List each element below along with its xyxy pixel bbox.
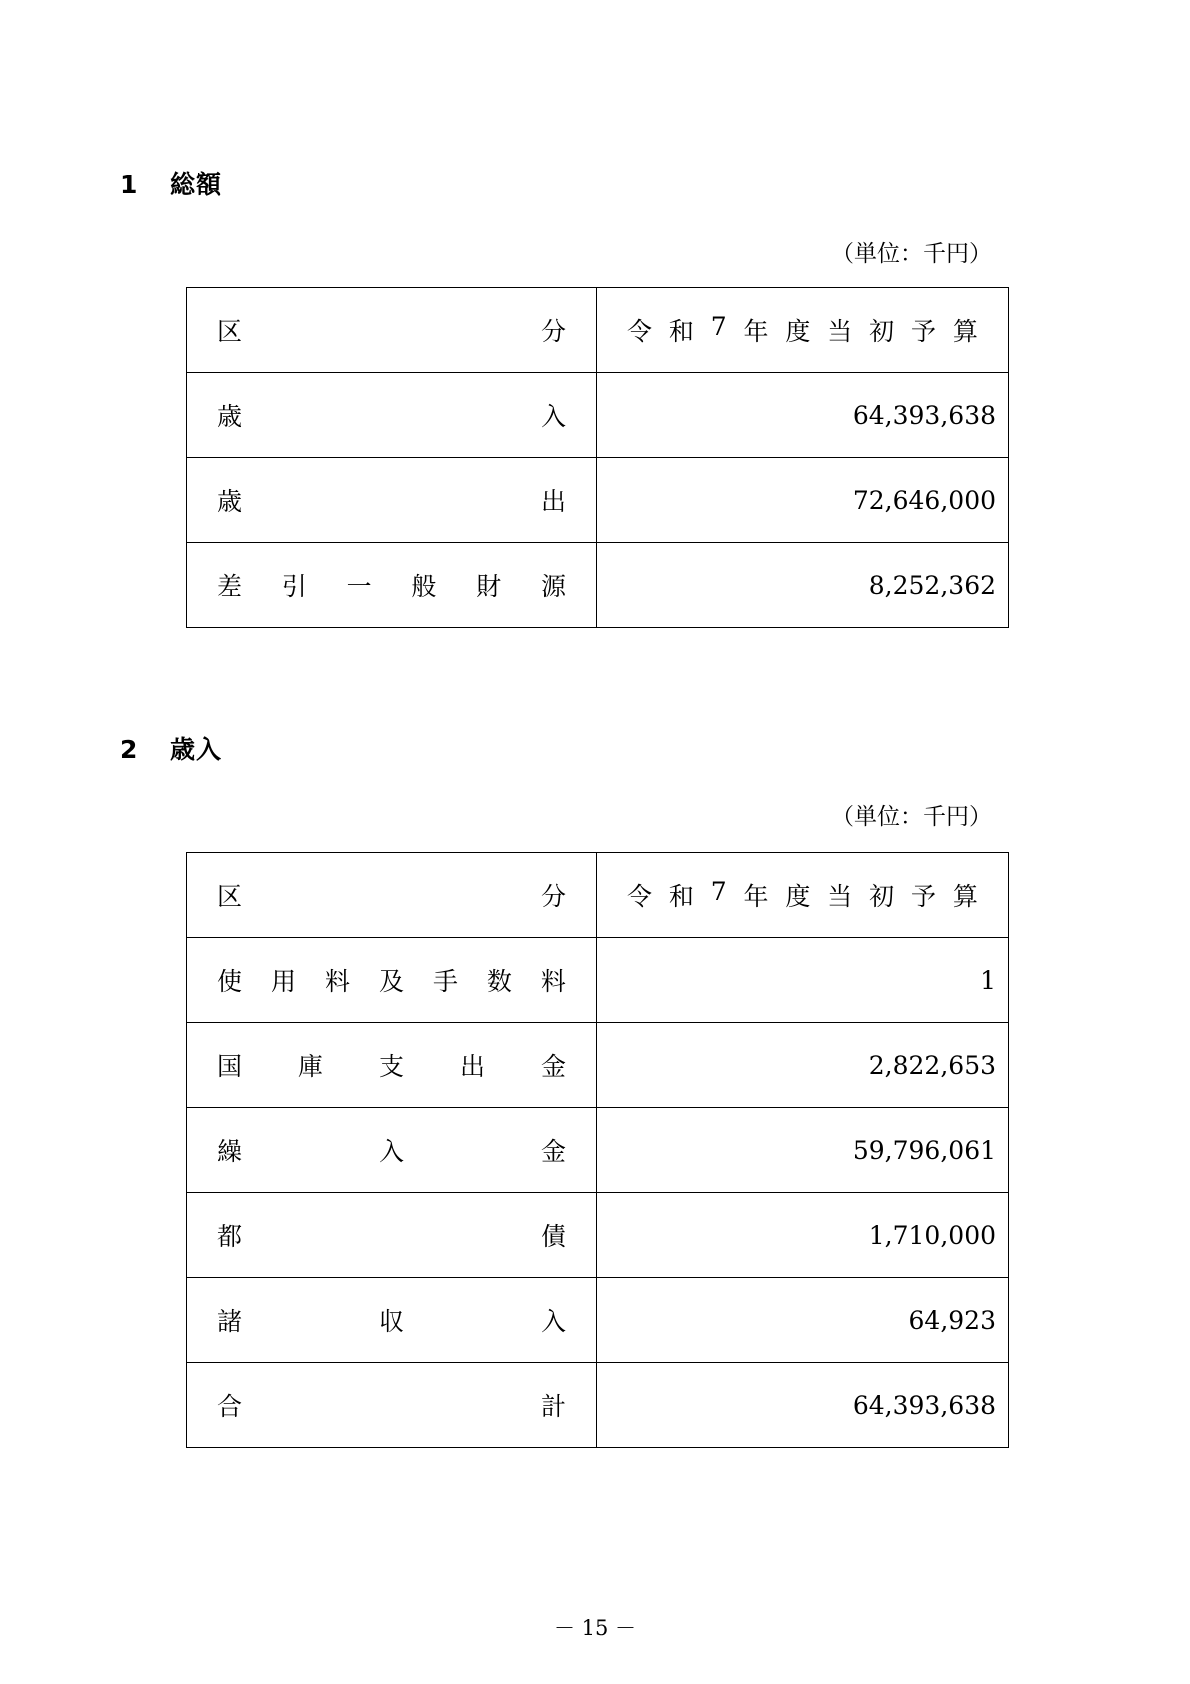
row-label-char: 合 — [217, 1392, 243, 1421]
row-label-char: 金 — [540, 1137, 566, 1166]
table-row — [187, 938, 1009, 1023]
row-label-char: 繰 — [217, 1137, 243, 1166]
row-label-char: 歳 — [217, 487, 243, 516]
row-label-char: 歳 — [217, 402, 243, 431]
row-label-char: 料 — [324, 967, 350, 996]
row-label-char: 金 — [540, 1052, 566, 1081]
header-value-char: 年 — [743, 317, 769, 346]
header-value-char: 年 — [743, 882, 769, 911]
row-label-char: 国 — [217, 1052, 243, 1081]
section-title: 総額 — [170, 170, 223, 199]
header-value-char: 令 — [627, 317, 653, 346]
header-category-char: 分 — [540, 882, 566, 911]
section-number: 2 — [120, 735, 139, 764]
table-body — [187, 853, 1009, 1448]
table-row — [187, 458, 1009, 543]
header-value-char: 予 — [911, 317, 937, 346]
row-label-char: 庫 — [297, 1052, 323, 1081]
summary-table — [186, 287, 1009, 628]
row-label-cell — [187, 1363, 597, 1448]
row-label-cell — [187, 373, 597, 458]
unit-label: （単位：千円） — [831, 241, 992, 267]
row-amount-cell: 1,710,000 — [597, 1193, 1009, 1278]
section-heading-total — [120, 165, 222, 201]
row-label-cell — [187, 543, 597, 628]
row-label-char: 収 — [378, 1307, 404, 1336]
row-label-cell — [187, 1023, 597, 1108]
header-category-cell — [187, 288, 597, 373]
row-amount-cell: 64,393,638 — [597, 1363, 1009, 1448]
section-heading-revenue — [120, 730, 222, 766]
row-amount-cell: 8,252,362 — [597, 543, 1009, 628]
row-label-char: 引 — [281, 572, 307, 601]
row-amount-cell: 72,646,000 — [597, 458, 1009, 543]
header-value-char: 当 — [827, 882, 853, 911]
row-label-char: 及 — [378, 967, 404, 996]
row-label-char: 数 — [486, 967, 512, 996]
row-label-char: 計 — [540, 1392, 566, 1421]
row-label-cell — [187, 1108, 597, 1193]
row-label-cell — [187, 1193, 597, 1278]
header-value-char: 度 — [785, 317, 811, 346]
row-amount-cell: 64,923 — [597, 1278, 1009, 1363]
header-value-char: 令 — [627, 882, 653, 911]
section-title: 歳入 — [170, 735, 223, 764]
table-row — [187, 373, 1009, 458]
header-value-char: 7 — [710, 312, 727, 341]
header-value-char: 和 — [668, 317, 694, 346]
row-label-char: 諸 — [217, 1307, 243, 1336]
header-value-cell — [597, 853, 1009, 938]
row-label-char: 出 — [540, 487, 566, 516]
row-label-char: 入 — [540, 402, 566, 431]
page-number: － 15 － — [553, 1616, 637, 1640]
table-row — [187, 543, 1009, 628]
header-value-char: 7 — [710, 877, 727, 906]
row-label-cell — [187, 938, 597, 1023]
header-category-char: 区 — [217, 882, 243, 911]
header-value-char: 度 — [785, 882, 811, 911]
header-value-cell — [597, 288, 1009, 373]
table-row — [187, 1363, 1009, 1448]
table-row — [187, 1278, 1009, 1363]
header-value-char: 算 — [952, 317, 978, 346]
row-label-cell — [187, 458, 597, 543]
table-row — [187, 1023, 1009, 1108]
row-label-char: 都 — [217, 1222, 243, 1251]
row-label-char: 料 — [540, 967, 566, 996]
header-value-char: 予 — [911, 882, 937, 911]
header-category-cell — [187, 853, 597, 938]
table-header-row — [187, 288, 1009, 373]
header-value-char: 和 — [668, 882, 694, 911]
row-label-char: 入 — [540, 1307, 566, 1336]
table-header-row — [187, 853, 1009, 938]
row-amount-cell: 59,796,061 — [597, 1108, 1009, 1193]
row-label-char: 一 — [346, 572, 372, 601]
row-label-cell — [187, 1278, 597, 1363]
header-value-char: 初 — [869, 317, 895, 346]
row-label-char: 債 — [540, 1222, 566, 1251]
header-value-char: 当 — [827, 317, 853, 346]
table-body — [187, 288, 1009, 628]
row-label-char: 般 — [411, 572, 437, 601]
table-row — [187, 1108, 1009, 1193]
row-label-char: 入 — [378, 1137, 404, 1166]
revenue-table — [186, 852, 1009, 1448]
header-value-char: 算 — [952, 882, 978, 911]
row-amount-cell: 2,822,653 — [597, 1023, 1009, 1108]
row-label-char: 手 — [432, 967, 458, 996]
row-label-char: 使 — [217, 967, 243, 996]
row-label-char: 財 — [476, 572, 502, 601]
row-label-char: 差 — [217, 572, 243, 601]
header-category-char: 区 — [217, 317, 243, 346]
header-value-char: 初 — [869, 882, 895, 911]
row-label-char: 支 — [378, 1052, 404, 1081]
row-label-char: 源 — [540, 572, 566, 601]
row-amount-cell: 64,393,638 — [597, 373, 1009, 458]
section-number: 1 — [120, 170, 139, 199]
unit-label: （単位：千円） — [831, 804, 992, 830]
table-row — [187, 1193, 1009, 1278]
row-label-char: 出 — [459, 1052, 485, 1081]
header-category-char: 分 — [540, 317, 566, 346]
row-amount-cell: 1 — [597, 938, 1009, 1023]
row-label-char: 用 — [270, 967, 296, 996]
